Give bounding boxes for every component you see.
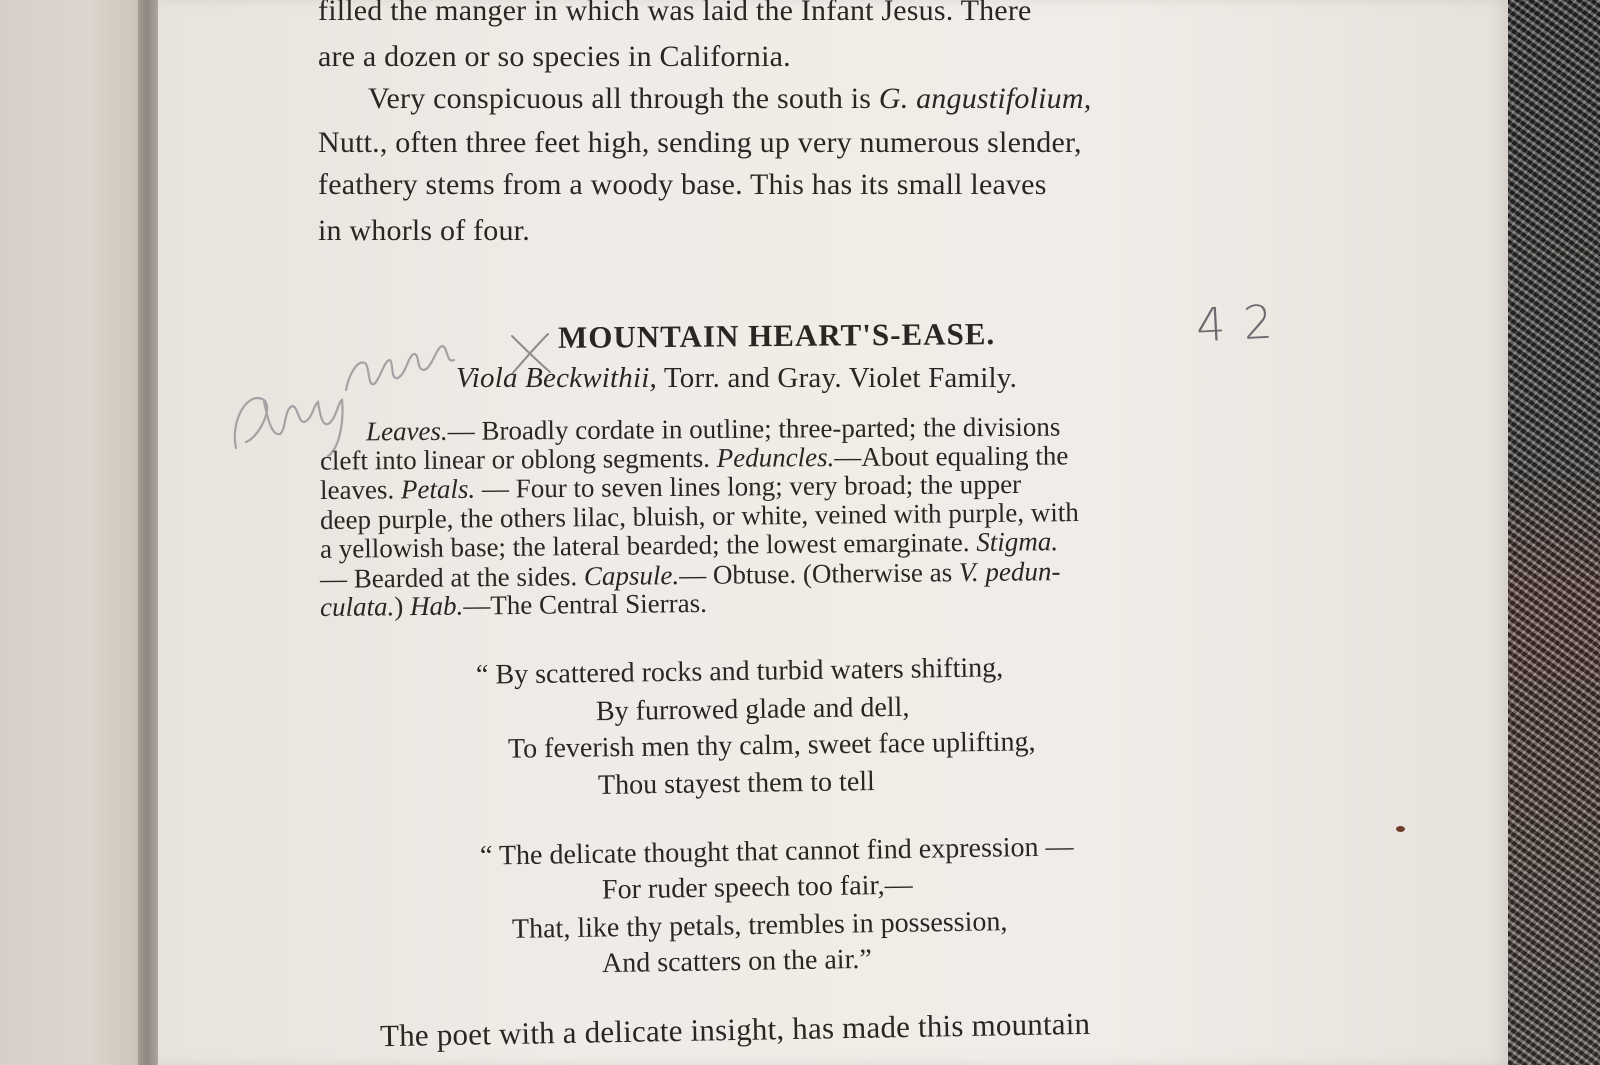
poem-line: “ The delicate thought that cannot find expression — (479, 831, 1074, 872)
text-segment: ) (394, 591, 411, 622)
poem-line: Thou stayest them to tell (597, 766, 876, 801)
text-segment: —The Central Sierras. (463, 587, 708, 621)
text-segment: leaves. (319, 474, 402, 506)
text-segment: — Broadly cordate in outline; three-parted; the divisions (447, 411, 1061, 446)
species-name: G. angustifolium, (878, 82, 1092, 115)
text-segment: Torr. and Gray. Violet Family. (656, 362, 1018, 394)
poem-line: That, like thy petals, trembles in possession, (511, 906, 1008, 945)
text-segment: —About equaling the (834, 440, 1069, 473)
text-segment: — Four to seven lines long; very broad; the upper (475, 468, 1022, 504)
section-heading: MOUNTAIN HEART'S-EASE. (557, 316, 996, 355)
text-segment: cleft into linear or oblong segments. (319, 442, 717, 476)
poem-line: To feverish men thy calm, sweet face uplifting, (507, 726, 1036, 765)
poem-line: For ruder speech too fair,— (601, 869, 913, 906)
field-label: Hab. (409, 590, 464, 622)
text-line: The poet with a delicate insight, has made this mountain (379, 1005, 1091, 1054)
text-line: in whorls of four. (318, 214, 530, 247)
description-line: deep purple, the others lilac, bluish, or white, veined with purple, with (319, 497, 1079, 535)
ink-spot (1396, 826, 1405, 832)
field-label: Peduncles. (716, 442, 835, 473)
field-label: Petals. (400, 473, 476, 505)
species-name: culata. (319, 591, 395, 623)
text-segment: — Obtuse. (Otherwise as (679, 557, 960, 591)
description-line (320, 588, 707, 623)
poem-line: “ By scattered rocks and turbid waters shifting, (475, 652, 1004, 691)
poem-line: And scatters on the air.” (601, 943, 873, 980)
species-subtitle (456, 362, 1017, 395)
text-segment: — Bearded at the sides. (319, 561, 585, 594)
field-label: Capsule. (583, 560, 680, 592)
text-segment: a yellowish base; the lateral bearded; the lowest emarginate. (319, 526, 977, 564)
text-line: feathery stems from a woody base. This has its small leaves (318, 168, 1047, 201)
left-facing-page (0, 0, 148, 1065)
book-gutter (138, 0, 160, 1065)
species-name: V. pedun- (958, 556, 1061, 588)
text-line: Nutt., often three feet high, sending up very numerous slender, (318, 126, 1082, 159)
text-segment: Very conspicuous all through the south is (368, 82, 879, 115)
text-line: filled the manger in which was laid the Infant Jesus. There (318, 0, 1032, 27)
text-line (368, 82, 1091, 116)
handwritten-page-number: 42 (1194, 293, 1292, 353)
field-label: Stigma. (976, 526, 1059, 557)
text-line: are a dozen or so species in California. (318, 40, 791, 73)
species-name: Viola Beckwithii, (456, 362, 657, 394)
field-label: Leaves. (365, 415, 448, 447)
poem-line: By furrowed glade and dell, (595, 691, 910, 728)
